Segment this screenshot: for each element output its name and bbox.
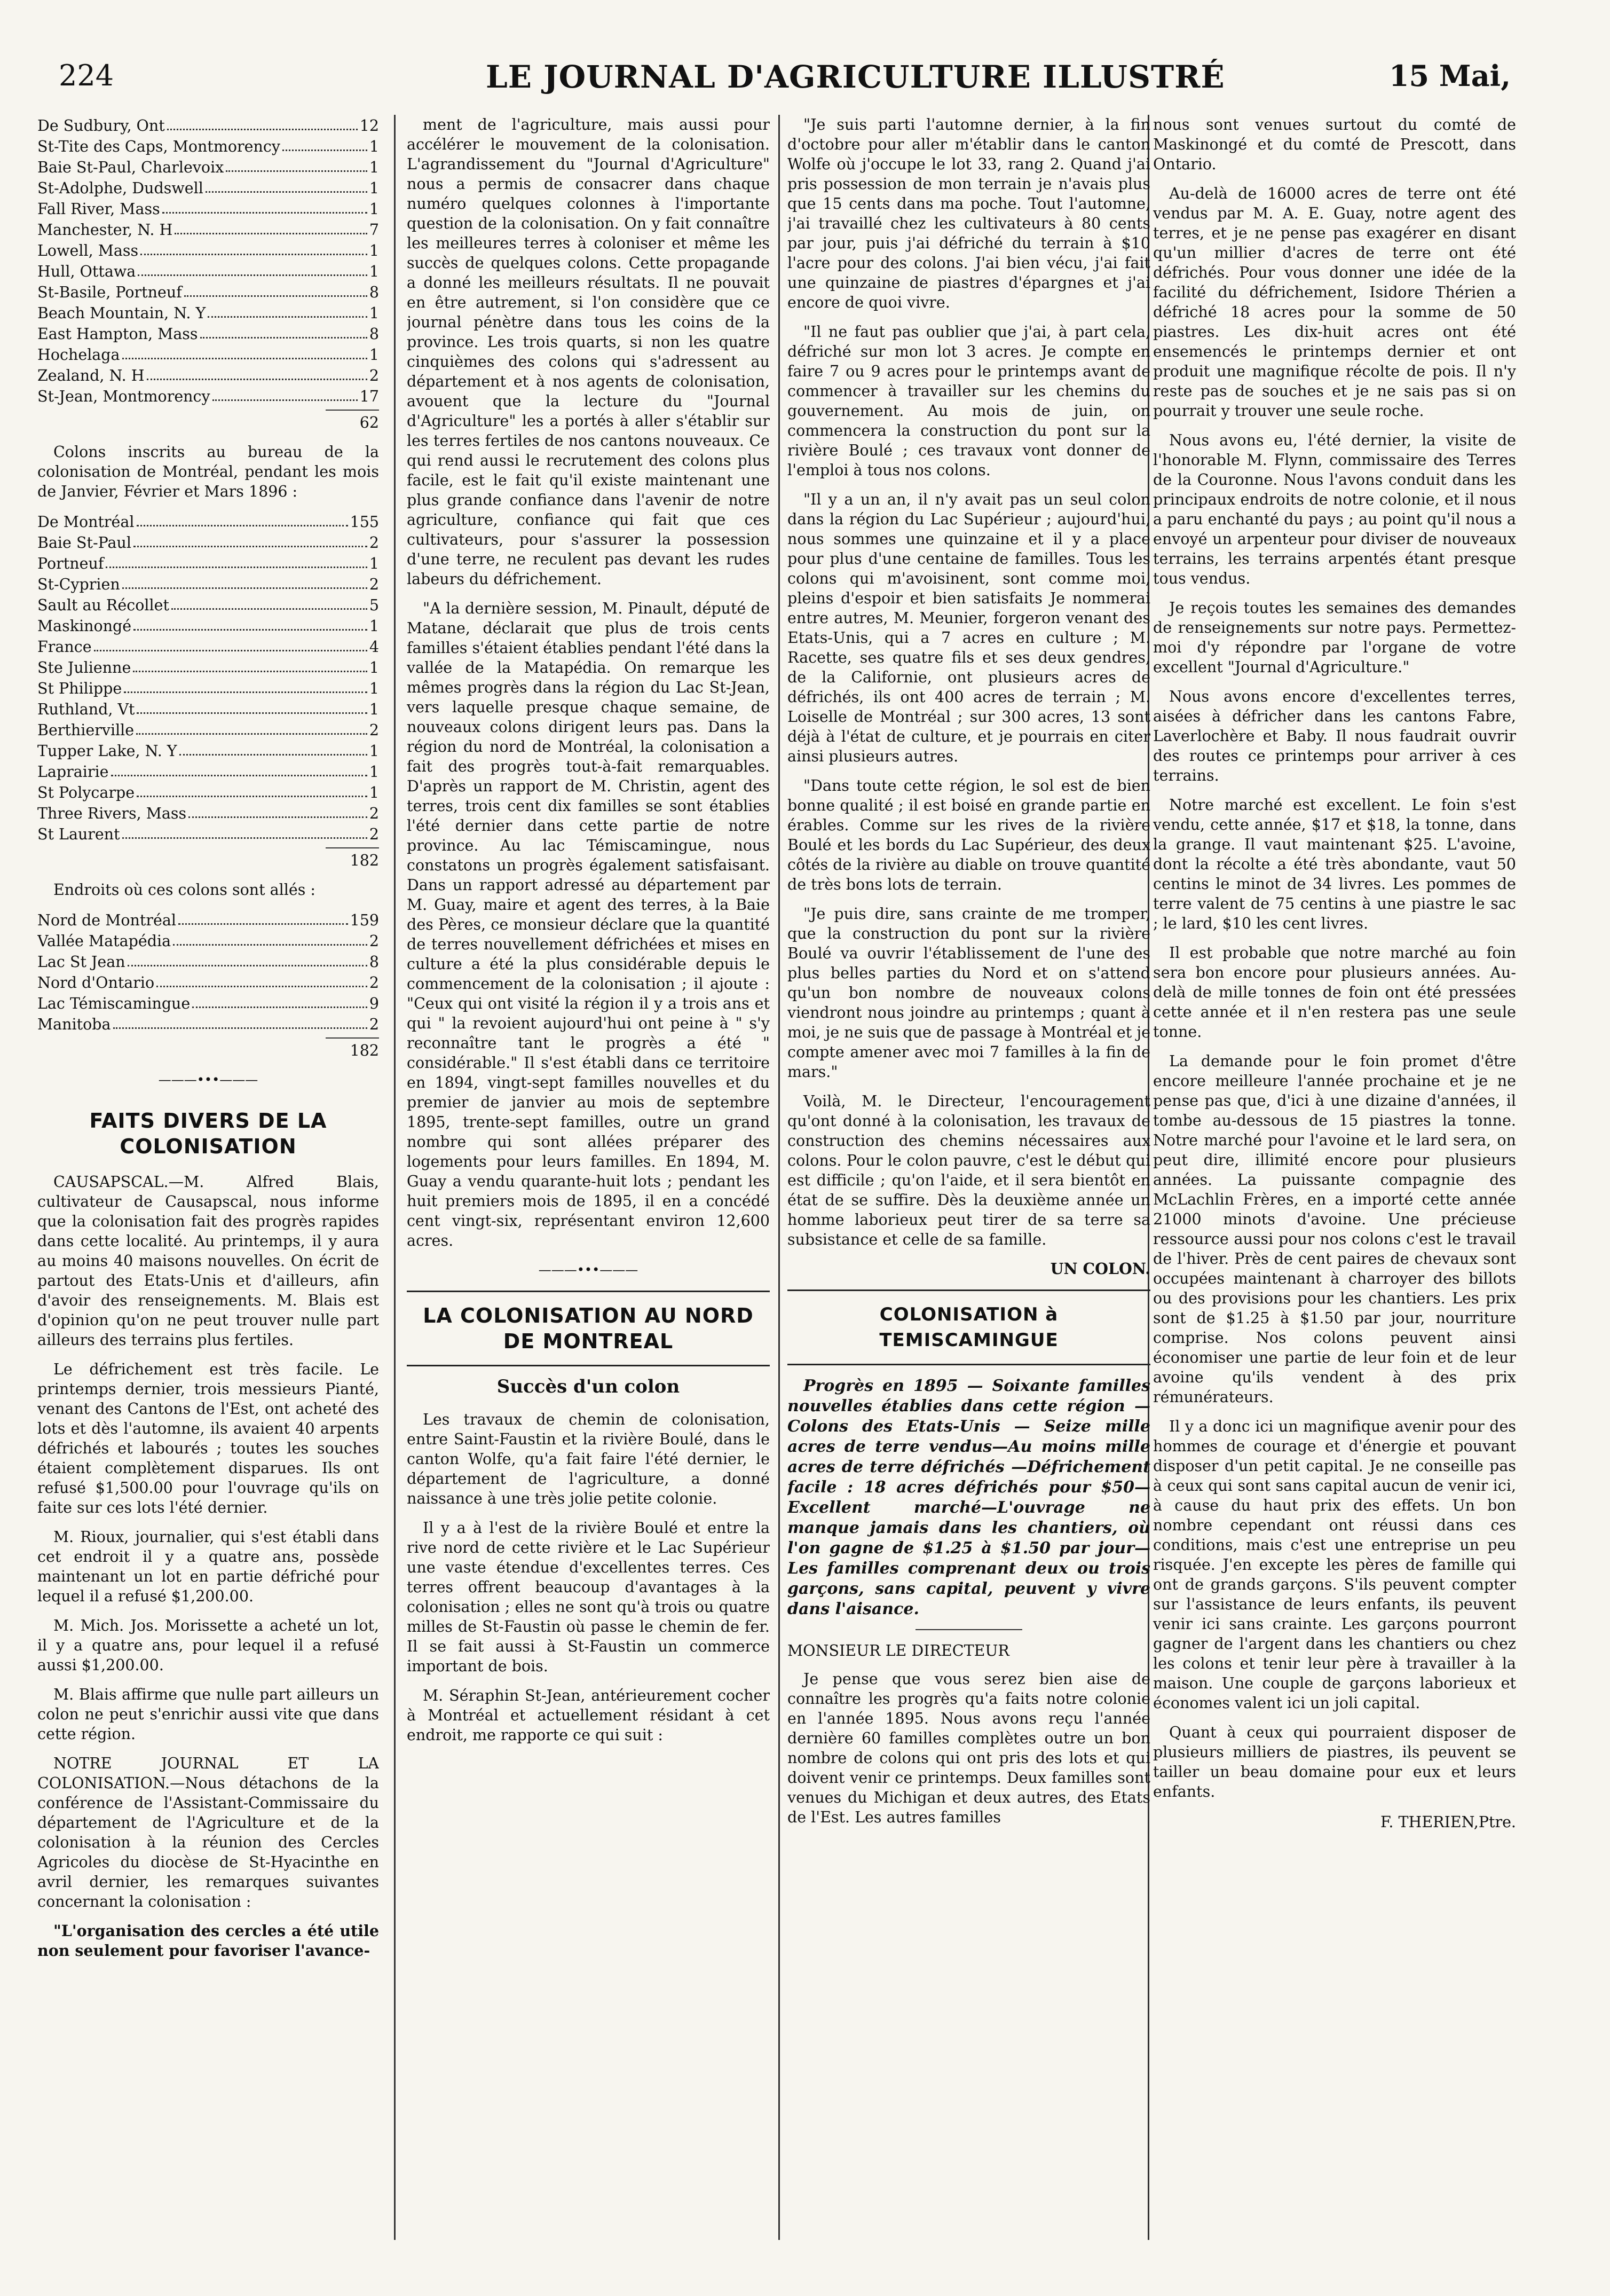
list-row (37, 177, 379, 198)
leader-dots (282, 150, 367, 151)
list-row (37, 553, 379, 573)
list-row-name: Lac Témiscamingue (37, 995, 191, 1012)
list-row (37, 698, 379, 719)
list-row-value: 2 (369, 721, 379, 739)
column-2 (407, 115, 770, 2240)
leader-dots (136, 733, 367, 735)
leader-dots (179, 754, 367, 756)
article-heading-box (407, 1291, 770, 1366)
list-total: 62 (37, 410, 379, 433)
list-row-value: 159 (350, 911, 379, 929)
list-row (37, 532, 379, 553)
list-row-value: 2 (369, 805, 379, 822)
list-row (37, 323, 379, 344)
leader-dots (147, 379, 367, 380)
paragraph: "Dans toute cette région, le sol est de bien bonne qualité ; il est boisé en grande partie en érables. Comme sur les rives de la rivière Boulé et les bords du Lac Supérieur, des deux côtés de la rivière au diable on trouve quantité de très bons lots de terrain. (787, 777, 1150, 893)
leader-dots (138, 274, 367, 276)
paragraph: Au-delà de 16000 acres de terre ont été vendus par M. A. E. Guay, notre agent des terres, et je ne pense pas exagérer en disant qu'un millier d'acres de terre ont été défrichés. Pour vous donner une idée de la facilité du défrichement, Isidore Thérien a défriché 18 acres pour la somme de 50 piastres. Les dix-huit acres ont été ensemencés le printemps dernier et ont produit une magnifique récolte de pois. Il n'y reste pas de souches et je ne sais pas si on pourrait y trouver une seule roche. (1153, 185, 1516, 420)
leader-dots (122, 837, 367, 839)
list-row (37, 511, 379, 532)
list-row (37, 302, 379, 323)
ornament: ———•••——— (538, 1262, 638, 1277)
list-row-name: Hull, Ottawa (37, 263, 136, 280)
paragraph: Il y a donc ici un magnifique avenir pour des hommes de courage et d'énergie et pouvant disposer d'un petit capital. Je ne conseille pas à ceux qui sont sans capital aucun de venir ici, à cause du haut prix des effets. Un bon nombre cependant ont réussi dans ces conditions, mais c'est une entreprise un peu risquée. J'en excepte les pères de famille qui ont de grands garçons. S'ils peuvent compter sur l'assistance de leurs enfants, ils peuvent venir ici sans crainte. Les garçons pourront gagner de l'argent dans les chantiers ou chez les colons et tenir leur père à travailler à la maison. Une couple de garçons laborieux et économes valent ici un joli capital. (1153, 1418, 1516, 1712)
paragraph: Il est probable que notre marché au foin sera bon encore pour plusieurs années. Au-delà de mille tonnes de foin ont été pressées cette année et il n'en restera pas une seule tonne. (1153, 944, 1516, 1041)
list-row (37, 951, 379, 972)
list-row (37, 365, 379, 386)
list-row (37, 1013, 379, 1034)
leader-dots (106, 567, 367, 568)
leader-dots (94, 650, 367, 651)
column-3 (787, 115, 1150, 2240)
list-row-value: 2 (369, 974, 379, 992)
list-row-value: 1 (369, 742, 379, 760)
list-row-name: Maskinongé (37, 617, 132, 635)
list-row (37, 594, 379, 615)
list-row-name: St-Basile, Portneuf (37, 284, 182, 301)
paragraph: "L'organisation des cercles a été utile non seulement pour favoriser l'avance- (37, 1922, 379, 1960)
paragraph: M. Rioux, journalier, qui s'est établi dans cet endroit il y a quatre ans, possède maintenant un lot en partie défriché pour lequel il a refusé $1,200.00. (37, 1528, 379, 1605)
list-row-name: St-Adolphe, Dudswell (37, 179, 203, 197)
list-row-value: 8 (369, 284, 379, 301)
paragraph: "Il ne faut pas oublier que j'ai, à part cela, défriché sur mon lot 3 acres. Je compte en faire 7 ou 9 acres pour le printemps avant de commencer à travailler sur les chemins du gouvernement. Au mois de juin, on commencera la construction du pont sur la rivière Boulé ; ces travaux vont donner de l'emploi à tous nos colons. (787, 323, 1150, 479)
section-title: FAITS DIVERS DE LA COLONISATION (89, 1109, 327, 1158)
list-row (37, 823, 379, 844)
list-row-value: 1 (369, 617, 379, 635)
paragraph: Colons inscrits au bureau de la colonisation de Montréal, pendant les mois de Janvier, Février et Mars 1896 : (37, 443, 379, 500)
paragraph: Notre marché est excellent. Le foin s'est vendu, cette année, $17 et $18, la tonne, dans la grange. Il vaut maintenant $25. L'avoine, dont la récolte a été très abondante, vaut 50 centins le minot de 34 livres. Les pommes de terre valent de 75 centins à une piastre le sac ; le lard, $10 les cent livres. (1153, 796, 1516, 932)
list-row-name: Fall River, Mass (37, 200, 160, 218)
list-row (37, 930, 379, 951)
list-row-value: 7 (369, 221, 379, 239)
list-row-value: 1 (369, 263, 379, 280)
list-row (37, 740, 379, 761)
column-divider (394, 115, 396, 2240)
leader-dots (192, 1007, 367, 1008)
leader-dots (188, 816, 367, 818)
list-row-value: 9 (369, 995, 379, 1012)
list-row-value: 1 (369, 304, 379, 322)
list-row (37, 115, 379, 136)
leader-dots (137, 525, 348, 526)
list-row-value: 1 (369, 200, 379, 218)
list-row-name: Tupper Lake, N. Y (37, 742, 177, 760)
leader-dots (122, 587, 367, 589)
paragraph: nous sont venues surtout du comté de Maskinongé et du comté de Prescott, dans Ontario. (1153, 116, 1516, 173)
list-row-value: 1 (369, 784, 379, 801)
list-row (37, 761, 379, 782)
leader-dots (137, 796, 367, 797)
paragraph: Il y a à l'est de la rivière Boulé et entre la rive nord de cette rivière et le Lac Supérieur une vaste étendue d'excellentes terres. Ces terres offrent beaucoup d'avantages à la colonisation ; elles ne sont qu'à trois ou quatre milles de St-Faustin où passe le chemin de fer. Il se fait aussi à St-Faustin un commerce important de bois. (407, 1519, 770, 1675)
ornament: ———•••——— (158, 1072, 258, 1087)
list-row-name: Nord de Montréal (37, 911, 176, 929)
paragraph: "Je puis dire, sans crainte de me tromper, que la construction du pont sur la rivière Boulé va ouvrir l'établissement de l'une des plus belles parties du Nord et on s'attend qu'un bon nombre de nouveaux colons viendront nous joindre au printemps ; quant à moi, je ne suis que de passage à Montréal et je compte amener avec moi 7 familles à la fin de mars." (787, 905, 1150, 1081)
leader-dots (226, 170, 367, 172)
list-row-name: Sault au Récollet (37, 596, 169, 614)
list-row (37, 972, 379, 993)
issue-date: 15 Mai, (1388, 59, 1511, 93)
paragraph: ment de l'agriculture, mais aussi pour accélérer le mouvement de la colonisation. L'agrandissement du "Journal d'Agriculture" nous a permis de consacrer dans chaque numéro quelques colonnes à l'importante question de la colonisation. On y fait connaître les meilleures terres à coloniser et même les succès de quelques colons. Cette propagande a donné les meilleurs résultats. Il ne pouvait en être autrement, si l'on considère que ce journal pénètre dans tous les coins de la province. Les trois quarts, si non les quatre cinquièmes des colons qui s'adressent au département et à nos agents de colonisation, avouent que la lecture du "Journal d'Agriculture" les a portés à aller s'établir sur les terres fertiles de nos cantons nouveaux. Ce qui rend aussi le recrutement des colons plus facile, est le fait qu'il existe maintenant une plus grande confiance dans l'avenir de notre agriculture, confiance qui fait que ces cultivateurs, pour s'assurer la possession d'une terre, ne reculent pas devant les rudes labeurs du défrichement. (407, 116, 770, 588)
list-row-name: Hochelaga (37, 346, 120, 364)
list-row (37, 678, 379, 698)
list-row (37, 657, 379, 678)
leader-dots (122, 358, 367, 359)
paragraph: M. Séraphin St-Jean, antérieurement cocher à Montréal et actuellement résidant à cet endroit, me rapporte ce qui suit : (407, 1687, 770, 1744)
list-row-value: 2 (369, 534, 379, 552)
leader-dots (212, 399, 358, 401)
list-row-value: 1 (369, 659, 379, 677)
leader-dots (156, 986, 367, 987)
list-row-value: 1 (369, 242, 379, 260)
list-row-value: 155 (350, 513, 379, 531)
destination-list (37, 909, 379, 1034)
list-row-value: 1 (369, 179, 379, 197)
list-total: 182 (37, 1037, 379, 1060)
list-row-name: St Philippe (37, 680, 122, 697)
list-row-value: 1 (369, 138, 379, 155)
list-row-name: St-Tite des Caps, Montmorency (37, 138, 280, 155)
paragraph: Le défrichement est très facile. Le printemps dernier, trois messieurs Pianté, venant des Cantons de l'Est, ont acheté des lots et dès l'automne, ils avaient 40 arpents défrichés et labourés ; toutes les souches étaient complètement disparues. Ils ont refusé $1,500.00 pour l'ouvrage qu'ils on faite sur ces lots l'été dernier. (37, 1361, 379, 1516)
list-row (37, 636, 379, 657)
list-total: 182 (37, 847, 379, 870)
list-row-name: Lowell, Mass (37, 242, 139, 260)
list-row-value: 1 (369, 555, 379, 572)
list-row-value: 1 (369, 346, 379, 364)
leader-dots (200, 337, 367, 339)
journal-title: LE JOURNAL D'AGRICULTURE ILLUSTRÉ (486, 59, 1225, 95)
list-row-value: 2 (369, 1016, 379, 1033)
leader-dots (178, 923, 348, 925)
list-row-name: Vallée Matapédia (37, 932, 171, 950)
list-row-value: 2 (369, 576, 379, 593)
paragraph: La demande pour le foin promet d'être encore meilleure l'année prochaine et je ne pense pas que, d'ici à une dizaine d'années, il tombe au-dessous de 15 piastres la tonne. Notre marché pour l'avoine et le lard sera, on peut dire, illimité encore pour plusieurs années. La puissante compagnie des McLachlin Frères, en a importé cette année 21000 minots d'avoine. Une précieuse ressource aussi pour nos colons c'est le travail de l'hiver. Près de cent paires de chevaux sont occupées maintenant à charroyer des billots ou des provisions pour les chantiers. Les prix sont de $1.25 à $1.50 par jour, nourriture comprise. Nos colons peuvent ainsi économiser une partie de leur foin et de leur avoine qu'ils vendent à des prix rémunérateurs. (1153, 1052, 1516, 1406)
paragraph: NOTRE JOURNAL ET LA COLONISATION.—Nous détachons de la conférence de l'Assistant-Commissaire du département de l'Agriculture et de la colonisation à la réunion des Cercles Agricoles du diocèse de St-Hyacinthe en avril dernier, les remarques suivantes concernant la colonisation : (37, 1755, 379, 1910)
list-row-name: East Hampton, Mass (37, 325, 198, 343)
list-row-value: 4 (369, 638, 379, 656)
list-row-name: St Polycarpe (37, 784, 135, 801)
list-row-name: Nord d'Ontario (37, 974, 155, 992)
list-row (37, 219, 379, 240)
list-row-name: St Laurent (37, 825, 120, 843)
leader-dots (208, 316, 367, 318)
list-row (37, 198, 379, 219)
list-row-name: Baie St-Paul, Charlevoix (37, 159, 224, 176)
paragraph: Je reçois toutes les semaines des demandes de renseignements sur notre pays. Permettez-moi d'y répondre par l'organe de votre excellent "Journal d'Agriculture." (1153, 599, 1516, 676)
list-row-value: 8 (369, 325, 379, 343)
list-row-value: 1 (369, 680, 379, 697)
salutation: MONSIEUR LE DIRECTEUR (787, 1642, 1009, 1660)
article-heading-box (787, 1289, 1150, 1365)
list-row-value: 1 (369, 701, 379, 718)
paragraph: Je pense que vous serez bien aise de connaître les progrès qu'a faits notre colonie en l'année 1895. Nous avons reçu l'année dernière 60 familles complètes outre un bon nombre de colons qui ont pris des lots et qui doivent venir ce printemps. Deux familles sont venues du Michigan et deux autres, des Etats de l'Est. Les autres familles (787, 1670, 1150, 1826)
list-row-name: Three Rivers, Mass (37, 805, 187, 822)
leader-dots (113, 1027, 367, 1029)
column-1 (37, 115, 379, 2240)
subsection-title: Succès d'un colon (496, 1376, 680, 1397)
list-row-name: Berthierville (37, 721, 135, 739)
paragraph: Nous avons encore d'excellentes terres, aisées à défricher dans les cantons Fabre, Laverlochère et Baby. Il nous faudrait ouvrir des routes ce printemps pour arriver à ces terrains. (1153, 688, 1516, 784)
list-row-name: St-Jean, Montmorency (37, 388, 210, 405)
list-row (37, 573, 379, 594)
list-row-name: De Sudbury, Ont (37, 117, 165, 135)
leader-dots (133, 629, 367, 631)
paragraph: M. Mich. Jos. Morissette a acheté un lot, il y a quatre ans, pour lequel il a refusé aussi $1,200.00. (37, 1617, 379, 1674)
leader-dots (128, 965, 367, 966)
list-row-value: 12 (359, 117, 379, 135)
list-row (37, 993, 379, 1013)
list-row (37, 909, 379, 930)
list-row (37, 803, 379, 823)
list-row (37, 344, 379, 365)
montreal-bureau-list (37, 511, 379, 844)
list-row-name: Portneuf (37, 555, 104, 572)
list-row (37, 719, 379, 740)
list-row (37, 136, 379, 156)
list-row (37, 281, 379, 302)
paragraph: M. Blais affirme que nulle part ailleurs un colon ne peut s'enrichir aussi vite que dans cette région. (37, 1686, 379, 1743)
leader-dots (206, 191, 367, 193)
list-row-name: Lac St Jean (37, 953, 125, 971)
list-row-name: Ruthland, Vt (37, 701, 135, 718)
section-title: COLONISATION à TEMISCAMINGUE (879, 1304, 1059, 1351)
list-row (37, 261, 379, 281)
paragraph: "Je suis parti l'automne dernier, à la fin d'octobre pour aller m'établir dans le canton Wolfe où j'occupe le lot 33, rang 2. Quand j'ai pris possession de mon terrain je n'avais plus que 15 cents dans ma poche. Tout l'automne, j'ai travaillé chez les cultivateurs à 80 cents par jour, puis j'ai défriché du terrain à $10 l'acre pour des colons. J'ai bien vécu, j'ai fait une quinzaine de piastres d'épargnes et j'ai encore de quoi vivre. (787, 116, 1150, 311)
list-row (37, 156, 379, 177)
settler-origin-list (37, 115, 379, 406)
list-row-name: St-Cyprien (37, 576, 120, 593)
signature: F. THERIEN,Ptre. (1380, 1813, 1516, 1831)
leader-dots (140, 254, 367, 255)
column-4 (1153, 115, 1516, 2240)
leader-dots (175, 233, 367, 234)
list-row-name: Manitoba (37, 1016, 111, 1033)
list-row-name: France (37, 638, 92, 656)
paragraph: "Il y a un an, il n'y avait pas un seul colon dans la région du Lac Supérieur ; aujourd'hui, nous sommes une quinzaine et il y a place pour plus d'une centaine de familles. Tous les colons qui m'avoisinent, sont comme moi, pleins d'espoir et bien satisfaits Je nommerai entre autres, M. Meunier, forgeron venant des Etats-Unis, qui a 7 acres en culture ; M. Racette, ses quatre fils et ses deux gendres, de la Californie, ont plusieurs acres de défrichés, ils ont 400 acres de terrain ; M. Loiselle de Montréal ; sur 300 acres, 13 sont déjà à l'état de culture, et je pourrais en citer ainsi plusieurs autres. (787, 491, 1150, 765)
leader-dots (133, 671, 367, 672)
list-row-name: Zealand, N. H (37, 367, 145, 384)
leader-dots (137, 712, 367, 714)
divider (916, 1629, 1022, 1630)
list-row (37, 615, 379, 636)
leader-dots (111, 775, 367, 776)
leader-dots (184, 295, 367, 297)
paragraph: Endroits où ces colons sont allés : (53, 881, 315, 899)
paragraph: "A la dernière session, M. Pinault, député de Matane, déclarait que plus de trois cents familles s'étaient établies pendant l'été dans la vallée de la Matapédia. On remarque les mêmes progrès dans la région du Lac St-Jean, vers laquelle presque chaque semaine, de nouveaux colons dirigent leurs pas. Dans la région du nord de Montréal, la colonisation a fait des progrès tout-à-fait remarquables. D'après un rapport de M. Christin, agent des terres, trois cent dix familles se sont établies l'été dernier dans cette partie de notre province. Au lac Témiscamingue, nous constatons un progrès également satisfaisant. Dans un rapport adressé au département par M. Guay, maire et agent des terres, à la Baie des Pères, ce monsieur déclare que la quantité de terres nouvellement défrichées et mises en culture a été la plus considérable depuis le commencement de la colonisation ; il ajoute : "Ceux qui ont visité la région il y a trois ans et qui " la revoient aujourd'hui ont peine à " s'y reconnaître tant le progrès a été " considérable." Il s'est établi dans ce territoire en 1894, vingt-sept familles nouvelles et du premier de janvier au mois de septembre 1895, trente-sept familles, outre un grand nombre qui sont allées préparer des logements pour leurs familles. En 1894, M. Guay a vendu quarante-huit lots ; pendant les huit premiers mois de 1895, il en a concédé cent vingt-six, représentant environ 12,600 acres. (407, 600, 770, 1249)
list-row-value: 17 (359, 388, 379, 405)
paragraph: Voilà, M. le Directeur, l'encouragement qu'ont donné à la colonisation, les travaux de construction des chemins nécessaires aux colons. Pour le colon pauvre, c'est le début qui est difficile ; qu'on l'aide, et il sera bientôt en état de se suffire. Dès la deuxième année un homme laborieux peut tirer de sa terre sa subsistance et celle de sa famille. (787, 1092, 1150, 1248)
list-row-value: 2 (369, 932, 379, 950)
list-row-value: 2 (369, 825, 379, 843)
list-row-value: 5 (369, 596, 379, 614)
paragraph: Les travaux de chemin de colonisation, entre Saint-Faustin et la rivière Boulé, dans le canton Wolfe, qu'a fait faire l'été dernier, le département de l'agriculture, a donné naissance à une très jolie petite colonie. (407, 1411, 770, 1507)
list-row (37, 240, 379, 261)
section-title: LA COLONISATION AU NORD DE MONTREAL (423, 1304, 754, 1353)
signature: UN COLON. (1050, 1260, 1150, 1278)
leader-dots (167, 129, 358, 130)
list-row-name: Ste Julienne (37, 659, 131, 677)
list-row-value: 1 (369, 159, 379, 176)
list-row (37, 782, 379, 803)
page-header (59, 59, 1511, 101)
paragraph: Quant à ceux qui pourraient disposer de plusieurs milliers de piastres, ils peuvent se tailler un beau domaine pour eux et leurs enfants. (1153, 1724, 1516, 1800)
leader-dots (173, 944, 367, 946)
paragraph: CAUSAPSCAL.—M. Alfred Blais, cultivateur de Causapscal, nous informe que la colonisation fait des progrès rapides dans cette localité. Au printemps, il y aura au moins 40 maisons nouvelles. On écrit de partout des Etats-Unis et d'ailleurs, afin d'avoir des renseignements. M. Blais est d'opinion qu'on ne peut trouver nulle part ailleurs des terrains plus fertiles. (37, 1173, 379, 1349)
article-summary: Progrès en 1895 — Soixante familles nouvelles établies dans cette région — Colons des Etats-Unis — Seize mille acres de terre vendus—Au moins mille acres de terre défrichés —Défrichement facile : 18 acres défrichés pour $50—Excellent marché—L'ouvrage ne manque jamais dans les chantiers, où l'on gagne de $1.25 à $1.50 par jour—Les familles comprenant deux ou trois garçons, sans capital, peuvent y vivre dans l'aisance. (787, 1377, 1150, 1618)
list-row (37, 386, 379, 406)
list-row-value: 8 (369, 953, 379, 971)
list-row-value: 1 (369, 763, 379, 781)
list-row-name: De Montréal (37, 513, 135, 531)
page-number: 224 (59, 59, 114, 92)
list-row-name: Laprairie (37, 763, 109, 781)
column-divider (778, 115, 780, 2240)
leader-dots (124, 691, 367, 693)
paragraph: Nous avons eu, l'été dernier, la visite de l'honorable M. Flynn, commissaire des Terres de la Couronne. Nous l'avons conduit dans les principaux endroits de notre colonie, et il nous a paru enchanté du pays ; au point qu'il nous a envoyé un arpenteur pour diviser de nouveaux terrains, les terrains arpentés étant presque tous vendus. (1153, 431, 1516, 587)
list-row-name: Beach Mountain, N. Y (37, 304, 206, 322)
leader-dots (171, 608, 367, 610)
list-row-name: Manchester, N. H (37, 221, 173, 239)
list-row-value: 2 (369, 367, 379, 384)
list-row-name: Baie St-Paul (37, 534, 131, 552)
leader-dots (162, 212, 367, 214)
leader-dots (133, 546, 367, 547)
